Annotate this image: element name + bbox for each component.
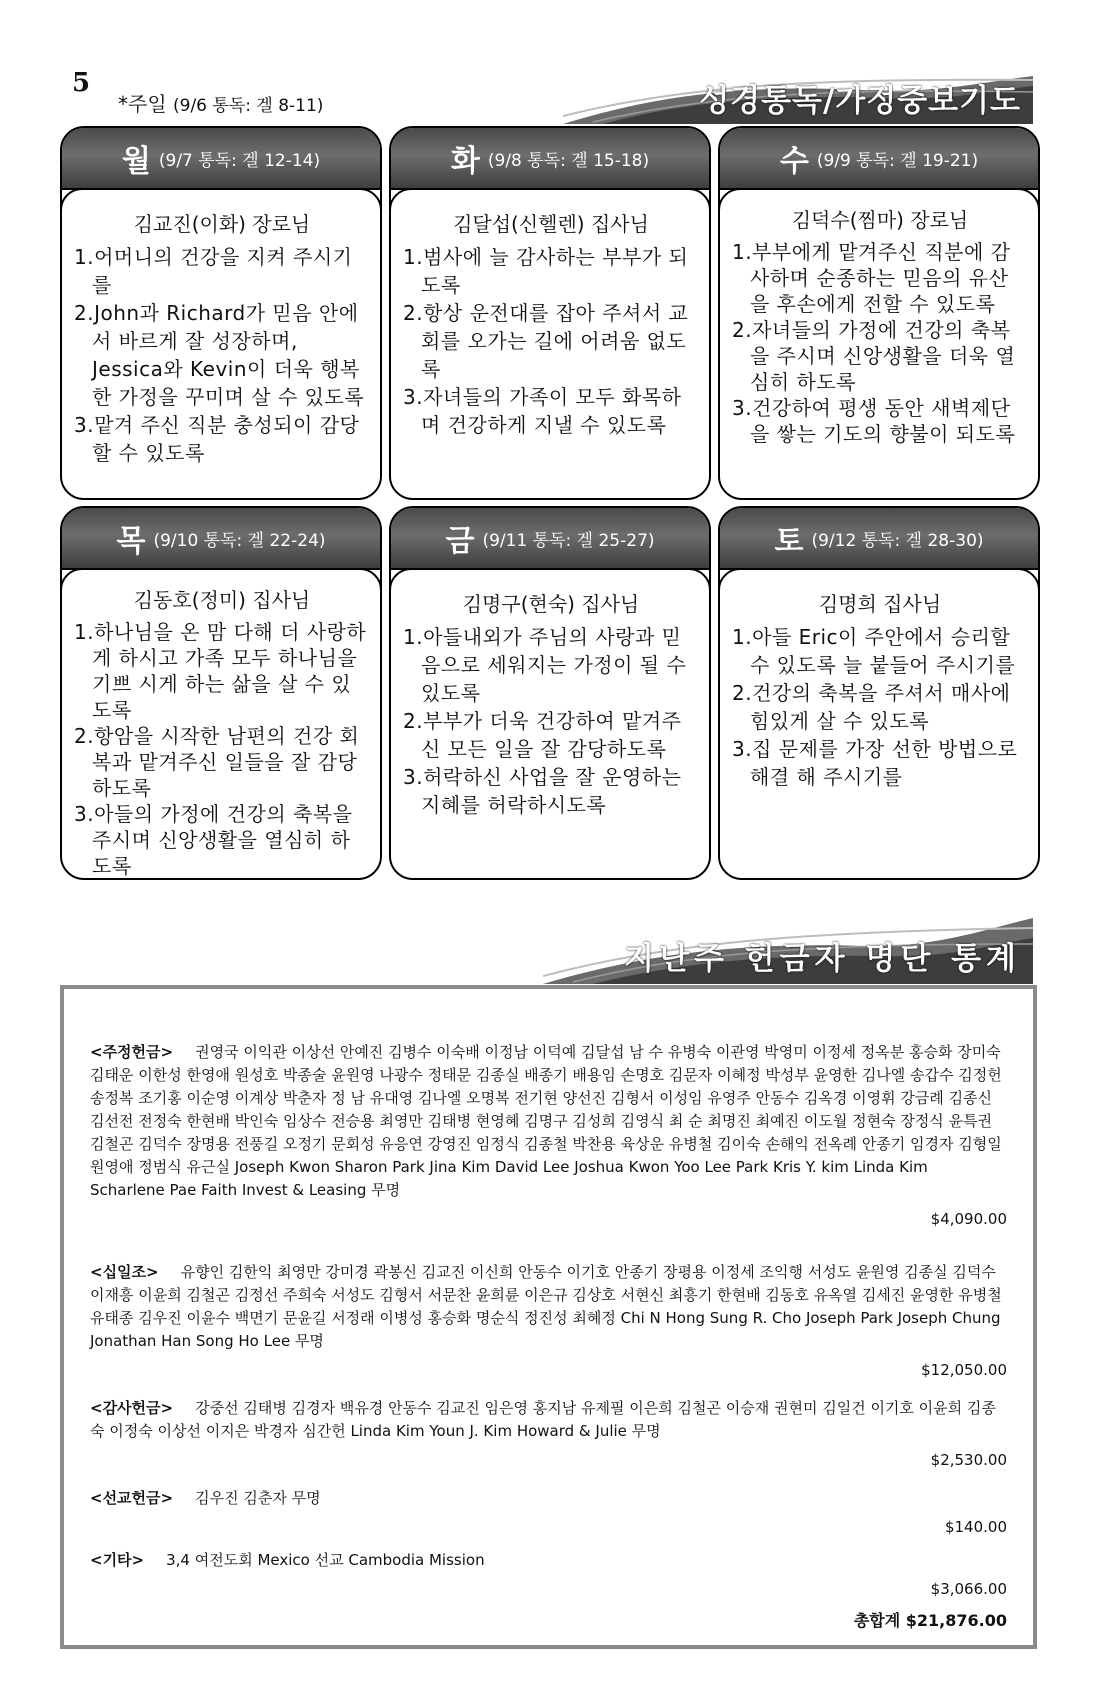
offering-list-box (60, 985, 1037, 1649)
offering-names: 김우진 김춘자 무명 (195, 1489, 321, 1507)
day-label: 월 (121, 144, 151, 179)
day-card-tue (389, 126, 711, 500)
section-banner-offering (543, 918, 1033, 984)
offering-section-tithe (90, 1261, 1007, 1382)
prayer-item: 2.건강의 축복을 주셔서 매사에 힘있게 살 수 있도록 (732, 681, 1011, 733)
day-label: 금 (445, 524, 475, 559)
prayer-item: 2.John과 Richard가 믿음 안에서 바르게 잘 성장하며, Jessica와 Kevin이 더욱 행복한 가정을 꾸미며 살 수 있도록 (74, 301, 365, 409)
sunday-ref: (9/6 통독: 겔 8-11) (173, 96, 324, 116)
day-ref: (9/11 통독: 겔 25-27) (482, 530, 655, 551)
prayer-item: 3.건강하여 평생 동안 새벽제단을 쌓는 기도의 향불이 되도록 (732, 396, 1016, 446)
offering-names: 권영국 이익관 이상선 안예진 김병수 이숙배 이정남 이덕예 김달섭 남 수 유병숙 이관영 박영미 이정세 정옥분 홍승화 장미숙 김태운 이한성 한영애 원성호 박종술 윤원영 나광수 정태문 김종실 배종기 배용임 손명호 김문자 이혜정 박성부 윤영한 김나엘 송갑수 김정헌 송정복 조기홍 이순영 이계상 박춘자 정 남 유대영 김나엘 오명복 전기현 양선진 김형서 이성임 유영주 안동수 김옥경 이영휘 강금례 김종신 김선전 전정숙 한현배 박인숙 임상수 전승용 최영만 김태병 현영혜 김명구 김성희 김영식 최 순 최명진 최예진 이도월 정현숙 장정식 윤특권 김철곤 김덕수 장명용 전풍길 오정기 문회성 유응연 강영진 임정식 김종철 박찬용 육상운 유병철 김이숙 손해익 전옥례 안종기 임경자 김형일 원영애 정범식 유근실 Joseph Kwon Sharon Park Jina Kim David Lee Joshua Kwon Yoo Lee Park Kris Y. kim Linda Kim Scharlene Pae Faith Invest & Leasing 무명 (90, 1043, 1002, 1199)
day-card-header (720, 128, 1038, 190)
day-ref: (9/12 통독: 겔 28-30) (811, 530, 984, 551)
day-ref: (9/7 통독: 겔 12-14) (158, 150, 321, 171)
prayer-name: 김교진(이화) 장로님 (133, 212, 311, 236)
day-card-body (389, 188, 711, 500)
day-ref: (9/10 통독: 겔 22-24) (153, 530, 326, 551)
prayer-name: 김덕수(찜마) 장로님 (791, 208, 969, 232)
offering-label: <감사헌금> (90, 1399, 174, 1417)
prayer-item: 3.맡겨 주신 직분 충성되이 감당할 수 있도록 (74, 413, 360, 465)
offering-section-mission (90, 1487, 1007, 1539)
day-card-header (62, 508, 380, 570)
day-label: 토 (774, 524, 804, 559)
offering-amount: $12,050.00 (921, 1361, 1007, 1379)
prayer-item: 2.부부가 더욱 건강하여 맡겨주신 모든 일을 잘 감당하도록 (403, 709, 682, 761)
day-card-header (720, 508, 1038, 570)
prayer-name: 김달섭(신헬렌) 집사님 (453, 212, 649, 236)
offering-section-weekly (90, 1041, 1007, 1231)
prayer-item: 2.항암을 시작한 남편의 건강 회복과 맡겨주신 일들을 잘 감당하도록 (74, 724, 360, 800)
page-number: 5 (72, 68, 91, 98)
offering-names: 강중선 김태병 김경자 백유경 안동수 김교진 임은영 홍지남 유제필 이은희 김철곤 이승재 권현미 김일건 이기호 이윤희 김종숙 이정숙 이상선 이지은 박경자 심간헌 Linda Kim Youn J. Kim Howard & Julie 무명 (90, 1399, 996, 1440)
offering-label: <주정헌금> (90, 1043, 174, 1061)
offering-amount: $2,530.00 (930, 1451, 1007, 1469)
prayer-item: 1.하나님을 온 맘 다해 더 사랑하게 하시고 가족 모두 하나님을 기쁘 시게 하는 삶을 살 수 있도록 (74, 620, 367, 722)
day-card-mon (60, 126, 382, 500)
day-card-header (391, 508, 709, 570)
prayer-name: 김명구(현숙) 집사님 (462, 592, 640, 616)
prayer-item: 3.자녀들의 가족이 모두 화목하며 건강하게 지낼 수 있도록 (403, 385, 682, 437)
sunday-label: *주일 (118, 92, 167, 116)
prayer-item: 1.부부에게 맡겨주신 직분에 감사하며 순종하는 믿음의 유산을 후손에게 전할 수 있도록 (732, 240, 1011, 316)
offering-section-other (90, 1549, 1007, 1601)
day-ref: (9/9 통독: 겔 19-21) (816, 150, 979, 171)
day-label: 목 (116, 524, 146, 559)
offering-amount: $140.00 (944, 1518, 1007, 1536)
prayer-name: 김명희 집사님 (818, 592, 942, 616)
prayer-item: 1.범사에 늘 감사하는 부부가 되도록 (403, 245, 689, 297)
prayer-item: 3.아들의 가정에 건강의 축복을 주시며 신앙생활을 열심히 하도록 (74, 802, 353, 878)
day-card-body (718, 568, 1040, 880)
offering-section-thanks (90, 1397, 1007, 1472)
prayer-item: 2.항상 운전대를 잡아 주셔서 교회를 오가는 길에 어려움 없도록 (403, 301, 689, 381)
day-card-sat (718, 506, 1040, 880)
day-card-header (391, 128, 709, 190)
day-ref: (9/8 통독: 겔 15-18) (487, 150, 650, 171)
prayer-item: 1.어머니의 건강을 지켜 주시기를 (74, 245, 353, 297)
sunday-reading (118, 88, 323, 117)
offering-amount: $4,090.00 (930, 1210, 1007, 1228)
day-card-body (60, 188, 382, 500)
day-card-body (60, 568, 382, 880)
offering-label: <십일조> (90, 1263, 159, 1281)
day-label: 수 (779, 144, 809, 179)
prayer-item: 2.자녀들의 가정에 건강의 축복을 주시며 신앙생활을 더욱 열심히 하도록 (732, 318, 1016, 394)
offering-label: <기타> (90, 1551, 145, 1569)
day-card-header (62, 128, 380, 190)
offering-amount: $3,066.00 (930, 1580, 1007, 1598)
day-card-fri (389, 506, 711, 880)
day-label: 화 (450, 144, 480, 179)
offering-names: 유향인 김한익 최영만 강미경 곽봉신 김교진 이신희 안동수 이기호 안종기 장평용 이정세 조익행 서성도 윤원영 김종실 김덕수 이재흥 이윤희 김철곤 김정선 주희숙 서성도 김형서 서문찬 윤희륜 이은규 김상호 서현신 최흥기 한현배 김동호 유옥열 김세진 윤영한 유병철 유태종 김우진 이윤수 백면기 문윤길 서정래 이병성 홍승화 명순식 정진성 최혜정 Chi N Hong Sung R. Cho Joseph Park Joseph Chung Jonathan Han Song Ho Lee 무명 (90, 1263, 1002, 1350)
day-card-wed (718, 126, 1040, 500)
day-card-body (389, 568, 711, 880)
prayer-item: 3.허락하신 사업을 잘 운영하는 지혜를 허락하시도록 (403, 765, 682, 817)
prayer-name: 김동호(정미) 집사님 (133, 588, 311, 612)
section1-title: 성경통독/가정중보기도 (699, 83, 1021, 119)
prayer-item: 1.아들내외가 주님의 사랑과 믿음으로 세워지는 가정이 될 수 있도록 (403, 625, 687, 705)
offering-label: <선교헌금> (90, 1489, 174, 1507)
offering-total: 총합계 $21,876.00 (853, 1611, 1007, 1630)
section-banner-reading (563, 76, 1033, 124)
section2-title: 지난주 헌금자 명단 통계 (624, 941, 1021, 977)
day-card-body (718, 188, 1040, 500)
prayer-item: 3.집 문제를 가장 선한 방법으로 해결 해 주시기를 (732, 737, 1018, 789)
prayer-item: 1.아들 Eric이 주안에서 승리할 수 있도록 늘 붙들어 주시기를 (732, 625, 1016, 677)
offering-names: 3,4 여전도회 Mexico 선교 Cambodia Mission (166, 1551, 485, 1569)
day-card-thu (60, 506, 382, 880)
